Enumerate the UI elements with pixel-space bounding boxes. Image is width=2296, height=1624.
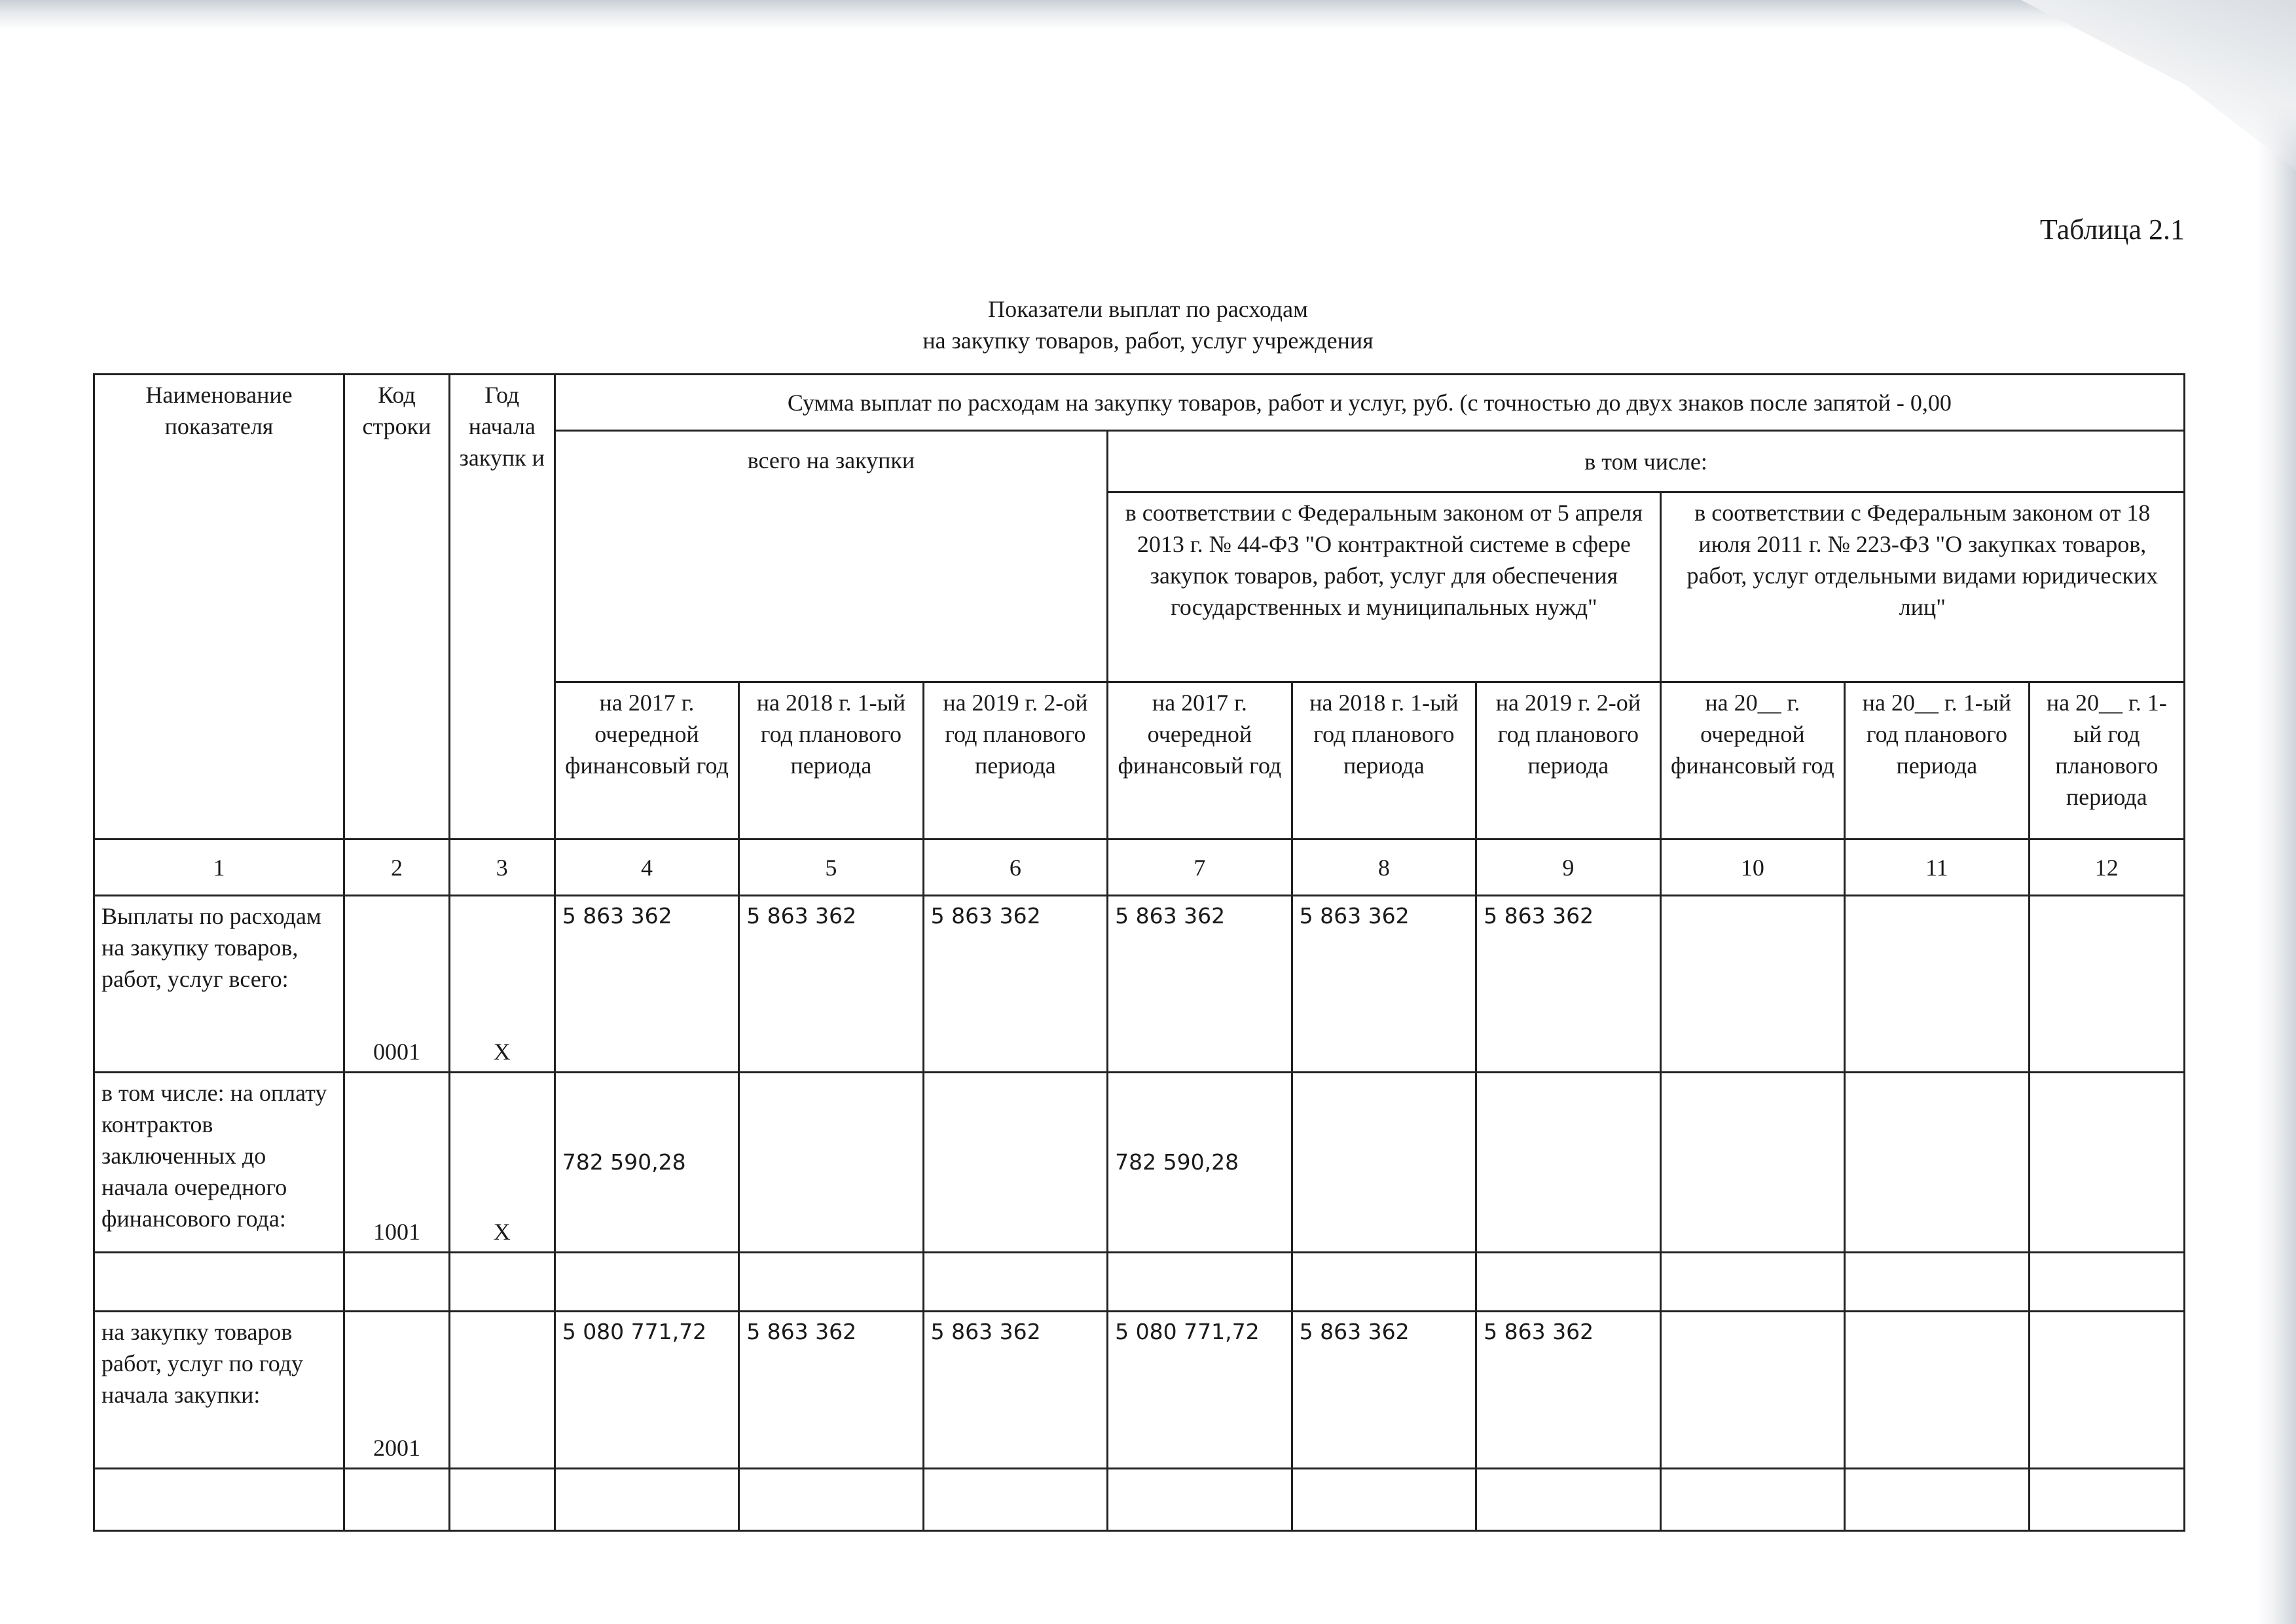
row-value (1845, 1073, 2029, 1253)
row-value (1660, 1312, 1844, 1469)
header-period: на 2018 г. 1-ый год планового периода (739, 682, 923, 840)
row-year: X (449, 1073, 555, 1253)
row-value: 782 590,28 (555, 1073, 738, 1253)
row-value (555, 1253, 738, 1312)
row-value (2029, 1312, 2184, 1469)
row-code (344, 1253, 450, 1312)
header-year-start: Год начала закупк и (449, 375, 555, 840)
row-code: 0001 (344, 896, 450, 1073)
header-law-44: в соответствии с Федеральным законом от 5 апреля 2013 г. № 44-ФЗ "О контрактной системе в сфере закупок товаров, работ, услуг для обеспечения государственных и муниципальных нужд" (1108, 492, 1660, 682)
row-code: 2001 (344, 1312, 450, 1469)
column-number: 5 (739, 840, 923, 896)
row-value: 5 863 362 (739, 1312, 923, 1469)
column-number: 1 (94, 840, 344, 896)
table-label: Таблица 2.1 (2039, 213, 2185, 246)
row-value: 5 080 771,72 (555, 1312, 738, 1469)
header-sum-title: Сумма выплат по расходам на закупку товаров, работ и услуг, руб. (с точностью до двух знаков после запятой - 0,00 (555, 375, 2184, 431)
row-value: 5 863 362 (555, 896, 738, 1073)
row-value (2029, 1073, 2184, 1253)
column-number: 8 (1292, 840, 1476, 896)
row-value: 782 590,28 (1108, 1073, 1292, 1253)
title-line-1: Показатели выплат по расходам (988, 296, 1308, 322)
row-value: 5 863 362 (1108, 896, 1292, 1073)
row-code: 1001 (344, 1073, 450, 1253)
row-name (94, 1469, 344, 1531)
row-value (739, 1073, 923, 1253)
table-row (94, 1312, 2185, 1469)
payments-table (93, 373, 2185, 1532)
row-value (1292, 1253, 1476, 1312)
row-name: на закупку товаров работ, услуг по году начала закупки: (94, 1312, 344, 1469)
row-value (2029, 1469, 2184, 1531)
row-value (1660, 1469, 1844, 1531)
row-value: 5 863 362 (1292, 1312, 1476, 1469)
row-value (1476, 1073, 1660, 1253)
column-number: 4 (555, 840, 738, 896)
column-number: 2 (344, 840, 450, 896)
column-number: 6 (923, 840, 1107, 896)
row-value (739, 1253, 923, 1312)
row-value: 5 863 362 (1476, 1312, 1660, 1469)
row-year (449, 1253, 555, 1312)
row-year: X (449, 896, 555, 1073)
row-value (923, 1469, 1107, 1531)
row-value: 5 863 362 (739, 896, 923, 1073)
table-row (94, 896, 2185, 1073)
header-period: на 20__ г. очередной финансовый год (1660, 682, 1844, 840)
header-period: на 2017 г. очередной финансовый год (1108, 682, 1292, 840)
row-value (1108, 1469, 1292, 1531)
row-value (1660, 1253, 1844, 1312)
column-number: 7 (1108, 840, 1292, 896)
scan-edge-right (2257, 0, 2296, 1624)
table-row (94, 1253, 2185, 1312)
row-value (1292, 1073, 1476, 1253)
row-value (1845, 1469, 2029, 1531)
table-row (94, 1073, 2185, 1253)
row-year (449, 1469, 555, 1531)
row-value (2029, 1253, 2184, 1312)
column-number: 9 (1476, 840, 1660, 896)
row-value (1292, 1469, 1476, 1531)
header-code: Код строки (344, 375, 450, 840)
row-year (449, 1312, 555, 1469)
row-value (923, 1253, 1107, 1312)
header-period: на 20__ г. 1-ый год планового периода (1845, 682, 2029, 840)
row-value (1476, 1253, 1660, 1312)
header-including: в том числе: (1108, 431, 2185, 492)
column-number: 11 (1845, 840, 2029, 896)
header-name: Наименование показателя (94, 375, 344, 840)
row-name (94, 1253, 344, 1312)
column-number: 3 (449, 840, 555, 896)
header-period: на 2018 г. 1-ый год планового периода (1292, 682, 1476, 840)
title-line-2: на закупку товаров, работ, услуг учреждения (922, 327, 1374, 354)
row-value: 5 863 362 (923, 896, 1107, 1073)
row-value (1845, 1253, 2029, 1312)
header-total: всего на закупки (555, 431, 1107, 682)
column-number: 12 (2029, 840, 2184, 896)
row-value: 5 080 771,72 (1108, 1312, 1292, 1469)
table-row (94, 1469, 2185, 1531)
header-law-223: в соответствии с Федеральным законом от 18 июля 2011 г. № 223-ФЗ "О закупках товаров, работ, услуг отдельными видами юридических лиц" (1660, 492, 2184, 682)
row-value (1845, 896, 2029, 1073)
row-code (344, 1469, 450, 1531)
row-value (2029, 896, 2184, 1073)
row-value: 5 863 362 (923, 1312, 1107, 1469)
row-value (555, 1469, 738, 1531)
column-numbers-row (94, 840, 2185, 896)
document-title (0, 293, 2296, 356)
row-value (1845, 1312, 2029, 1469)
header-period: на 2019 г. 2-ой год планового периода (923, 682, 1107, 840)
scan-edge-top (0, 0, 2296, 30)
row-value (1660, 1073, 1844, 1253)
row-name: в том числе: на оплату контрактов заключенных до начала очередного финансового года: (94, 1073, 344, 1253)
row-value (1476, 1469, 1660, 1531)
row-value (923, 1073, 1107, 1253)
header-period: на 2019 г. 2-ой год планового периода (1476, 682, 1660, 840)
column-number: 10 (1660, 840, 1844, 896)
row-value (739, 1469, 923, 1531)
row-value (1108, 1253, 1292, 1312)
row-value (1660, 896, 1844, 1073)
row-name: Выплаты по расходам на закупку товаров, работ, услуг всего: (94, 896, 344, 1073)
row-value: 5 863 362 (1476, 896, 1660, 1073)
row-value: 5 863 362 (1292, 896, 1476, 1073)
header-period: на 2017 г. очередной финансовый год (555, 682, 738, 840)
header-period: на 20__ г. 1-ый год планового периода (2029, 682, 2184, 840)
